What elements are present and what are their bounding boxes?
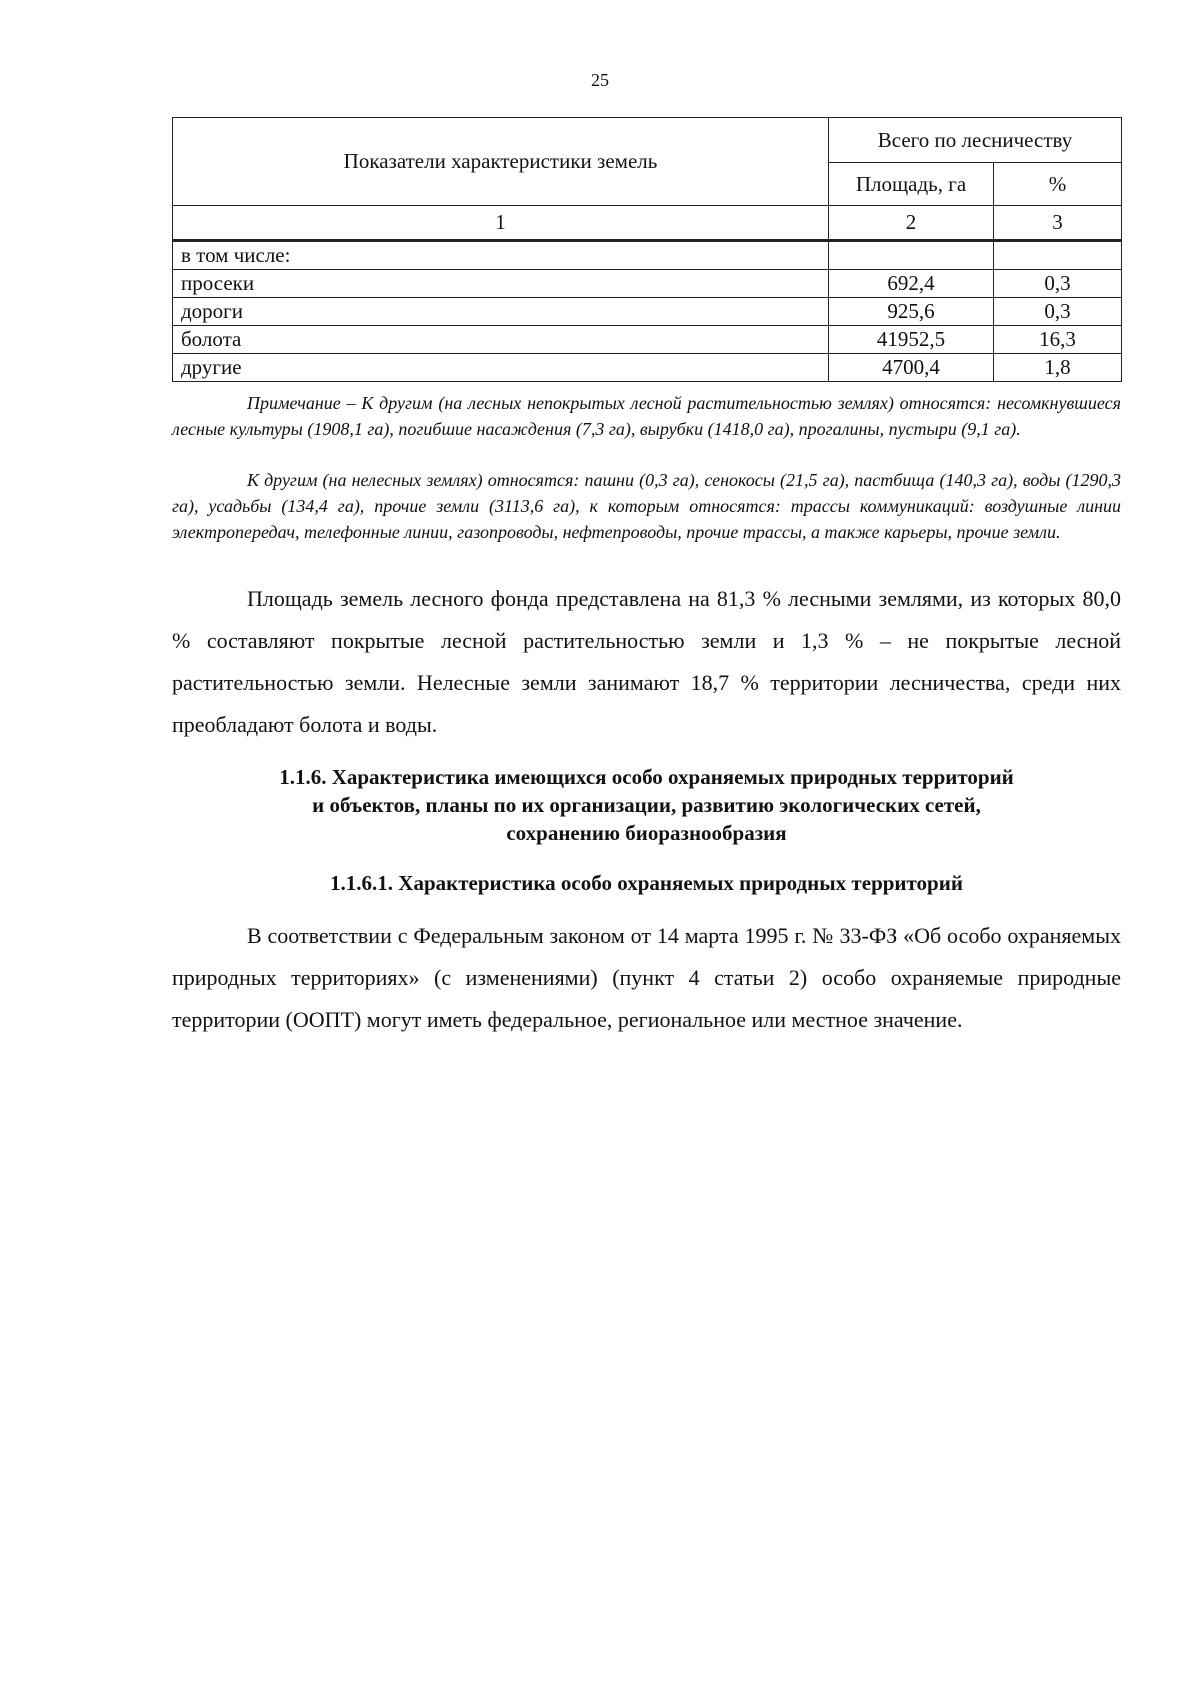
row-percent: 16,3	[994, 326, 1122, 354]
table-row	[173, 354, 1122, 382]
header-indicator: Показатели характеристики земель	[173, 118, 829, 206]
column-number-row	[173, 206, 1122, 241]
section-heading-line: сохранению биоразнообразия	[506, 821, 787, 845]
section-heading-line: 1.1.6. Характеристика имеющихся особо охраняемых природных территорий	[279, 765, 1014, 789]
section-heading-line: и объектов, планы по их организации, развитию экологических сетей,	[312, 793, 981, 817]
header-group: Всего по лесничеству	[829, 118, 1122, 163]
page-number: 25	[591, 70, 609, 90]
header-area: Площадь, га	[829, 163, 994, 206]
row-area: 4700,4	[829, 354, 994, 382]
column-number: 1	[173, 206, 829, 241]
row-label: болота	[173, 326, 829, 354]
table-row	[173, 326, 1122, 354]
table-row	[173, 241, 1122, 270]
row-label: просеки	[173, 270, 829, 298]
row-percent: 0,3	[994, 270, 1122, 298]
table-header-row	[173, 118, 1122, 163]
row-percent: 0,3	[994, 298, 1122, 326]
federal-law-paragraph-text: В соответствии с Федеральным законом от 14 марта 1995 г. № 33-ФЗ «Об особо охраняемых природных территориях» (с изменениями) (пункт 4 статьи 2) особо охраняемые природные территории (ООПТ) могут иметь федеральное, региональное или местное значение.	[172, 923, 1121, 1032]
header-percent: %	[994, 163, 1122, 206]
table-row	[173, 270, 1122, 298]
row-percent: 1,8	[994, 354, 1122, 382]
row-percent	[994, 241, 1122, 270]
row-label: дороги	[173, 298, 829, 326]
table-note	[172, 390, 1121, 442]
row-area: 692,4	[829, 270, 994, 298]
land-fund-paragraph-text: Площадь земель лесного фонда представлена на 81,3 % лесными землями, из которых 80,0 % составляют покрытые лесной растительностью земли и 1,3 % – не покрытые лесной растительностью земли. Нелесные земли занимают 18,7 % территории лесничества, среди них преобладают болота и воды.	[172, 586, 1121, 737]
table-note-continued-text: К другим (на нелесных землях) относятся: пашни (0,3 га), сенокосы (21,5 га), пастбища (140,3 га), воды (1290,3 га), усадьбы (134,4 га), прочие земли (3113,6 га), к которым относятся: трассы коммуникаций: воздушные линии электропередач, телефонные линии, газопроводы, нефтепроводы, прочие трассы, а также карьеры, прочие земли.	[172, 470, 1121, 542]
row-label: другие	[173, 354, 829, 382]
table-note-text: Примечание – К другим (на лесных непокрытых лесной растительностью землях) относятся: несомкнувшиеся лесные культуры (1908,1 га), погибшие насаждения (7,3 га), вырубки (1418,0 га), прогалины, пустыри (9,1 га).	[172, 393, 1121, 439]
row-area: 41952,5	[829, 326, 994, 354]
table-note-continued	[172, 467, 1121, 545]
table-row	[173, 298, 1122, 326]
federal-law-paragraph	[172, 915, 1121, 1041]
row-area	[829, 241, 994, 270]
column-number: 3	[994, 206, 1122, 241]
land-fund-paragraph	[172, 578, 1121, 746]
row-label: в том числе:	[173, 241, 829, 270]
column-number: 2	[829, 206, 994, 241]
section-heading	[172, 763, 1121, 847]
subsection-heading: 1.1.6.1. Характеристика особо охраняемых природных территорий	[330, 871, 963, 895]
row-area: 925,6	[829, 298, 994, 326]
land-characteristics-table	[172, 117, 1122, 382]
